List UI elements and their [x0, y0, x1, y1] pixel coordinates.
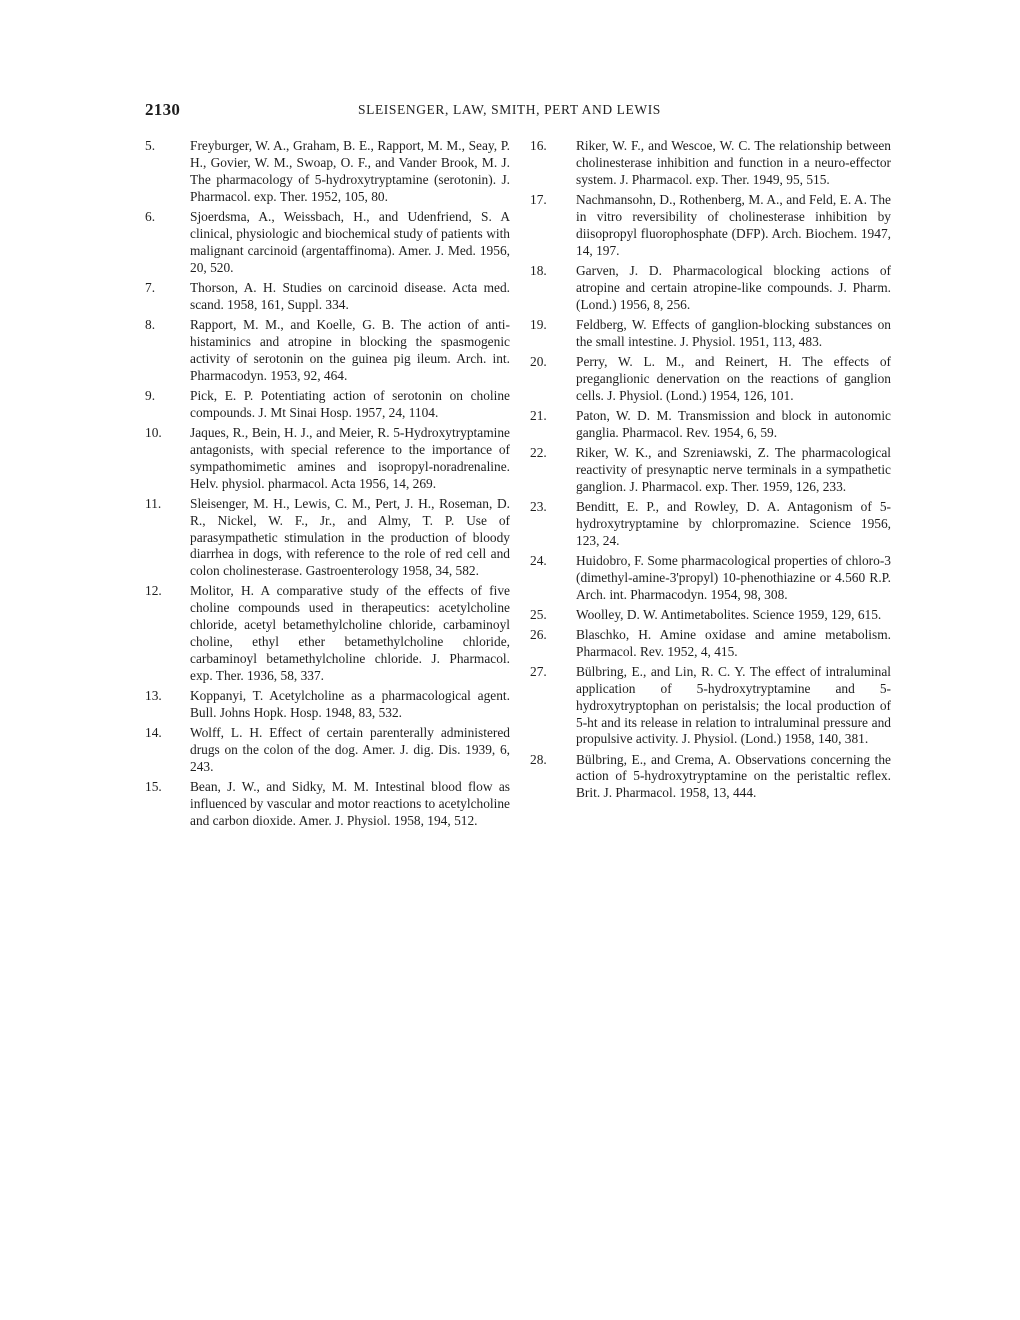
reference-text: Riker, W. K., and Szreniawski, Z. The pharmacological reactivity of presynaptic nerve terminals in a sympathetic ganglion. J. Pharmacol. exp. Ther. 1959, 126, 233.	[576, 444, 891, 494]
reference-text: Thorson, A. H. Studies on carcinoid disease. Acta med. scand. 1958, 161, Suppl. 334.	[190, 279, 510, 312]
reference-text: Wolff, L. H. Effect of certain parenterally administered drugs on the colon of the dog. Amer. J. dig. Dis. 1939, 6, 243.	[190, 725, 510, 775]
reference-text: Woolley, D. W. Antimetabolites. Science 1959, 129, 615.	[576, 606, 882, 622]
reference-item	[145, 583, 510, 685]
reference-item	[530, 553, 891, 604]
reference-item	[145, 317, 510, 385]
reference-text: Bülbring, E., and Lin, R. C. Y. The effect of intraluminal application of 5-hydroxytryptamine and 5-hydroxytryptophan on peristalsis; the local production of 5-ht and its release in relation to intraluminal pressure and propulsive activity. J. Physiol. (Lond.) 1958, 140, 381.	[576, 663, 891, 747]
reference-text: Perry, W. L. M., and Reinert, H. The effects of preganglionic denervation on the reactions of ganglion cells. J. Physiol. (Lond.) 1954, 126, 101.	[576, 353, 891, 403]
reference-text: Pick, E. P. Potentiating action of serotonin on choline compounds. J. Mt Sinai Hosp. 1957, 24, 1104.	[190, 387, 510, 420]
references-right-column	[530, 138, 891, 805]
reference-number: 15.	[145, 779, 162, 795]
reference-number: 9.	[145, 387, 156, 403]
reference-text: Koppanyi, T. Acetylcholine as a pharmacological agent. Bull. Johns Hopk. Hosp. 1948, 83, 532.	[190, 688, 510, 721]
reference-item	[145, 779, 510, 830]
reference-text: Sleisenger, M. H., Lewis, C. M., Pert, J. H., Roseman, D. R., Nickel, W. F., Jr., and Almy, T. P. Use of parasympathetic stimulation in the production of bloody diarrhea in dogs, with reference to the role of red cell and colon cholinesterase. Gastroenterology 1958, 34, 582.	[190, 495, 510, 579]
reference-item	[530, 664, 891, 749]
reference-number: 20.	[530, 353, 547, 369]
reference-text: Riker, W. F., and Wescoe, W. C. The relationship between cholinesterase inhibition and function in a neuro-effector system. J. Pharmacol. exp. Ther. 1949, 95, 515.	[576, 138, 891, 187]
reference-item	[145, 280, 510, 314]
reference-item	[145, 209, 510, 277]
reference-item	[530, 317, 891, 351]
reference-text: Paton, W. D. M. Transmission and block in autonomic ganglia. Pharmacol. Rev. 1954, 6, 59.	[576, 407, 891, 440]
reference-text: Rapport, M. M., and Koelle, G. B. The action of antihistaminics and atropine in blocking the spasmogenic activity of serotonin on the guinea pig ileum. Arch. int. Pharmacodyn. 1953, 92, 464.	[190, 316, 510, 383]
reference-number: 11.	[145, 495, 162, 511]
reference-number: 21.	[530, 407, 547, 423]
reference-text: Bülbring, E., and Crema, A. Observations concerning the action of 5-hydroxytryptamine on the peristaltic reflex. Brit. J. Pharmacol. 1958, 13, 444.	[576, 751, 891, 801]
reference-number: 23.	[530, 498, 547, 514]
reference-item	[530, 408, 891, 442]
reference-number: 17.	[530, 191, 547, 207]
page-header	[145, 100, 880, 124]
reference-number: 27.	[530, 663, 547, 679]
reference-number: 28.	[530, 751, 547, 767]
reference-text: Nachmansohn, D., Rothenberg, M. A., and Feld, E. A. The in vitro reversibility of cholinesterase inhibition by diisopropyl fluorophosphate (DFP). Arch. Biochem. 1947, 14, 197.	[576, 191, 891, 258]
reference-text: Jaques, R., Bein, H. J., and Meier, R. 5-Hydroxytryptamine antagonists, with special reference to the importance of sympathomimetic amines and isopropyl-noradrenaline. Helv. physiol. pharmacol. Acta 1956, 14, 269.	[190, 424, 510, 491]
reference-item	[145, 388, 510, 422]
reference-item	[530, 445, 891, 496]
reference-number: 13.	[145, 688, 162, 704]
running-title: SLEISENGER, LAW, SMITH, PERT AND LEWIS	[358, 102, 661, 117]
reference-number: 7.	[145, 279, 156, 295]
reference-text: Bean, J. W., and Sidky, M. M. Intestinal blood flow as influenced by vascular and motor reactions to acetylcholine and carbon dioxide. Amer. J. Physiol. 1958, 194, 512.	[190, 779, 510, 829]
reference-item	[145, 688, 510, 722]
reference-item	[145, 425, 510, 493]
reference-item	[145, 496, 510, 581]
reference-number: 14.	[145, 725, 162, 741]
reference-text: Benditt, E. P., and Rowley, D. A. Antagonism of 5-hydroxytryptamine by chlorpromazine. Science 1956, 123, 24.	[576, 498, 891, 548]
references-left-column	[145, 138, 510, 833]
reference-item	[145, 725, 510, 776]
reference-item	[530, 263, 891, 314]
reference-item	[530, 607, 891, 624]
reference-item	[530, 627, 891, 661]
reference-number: 12.	[145, 583, 162, 599]
reference-text: Feldberg, W. Effects of ganglion-blocking substances on the small intestine. J. Physiol. 1951, 113, 483.	[576, 316, 891, 349]
reference-text: Sjoerdsma, A., Weissbach, H., and Udenfriend, S. A clinical, physiologic and biochemical study of patients with malignant carcinoid (argentaffinoma). Amer. J. Med. 1956, 20, 520.	[190, 208, 510, 275]
reference-text: Huidobro, F. Some pharmacological properties of chloro-3 (dimethyl-amine-3'propyl) 10-phenothiazine or 4.560 R.P. Arch. int. Pharmacodyn. 1954, 98, 308.	[576, 552, 891, 602]
reference-number: 26.	[530, 626, 547, 642]
reference-number: 22.	[530, 444, 547, 460]
reference-text: Freyburger, W. A., Graham, B. E., Rapport, M. M., Seay, P. H., Govier, W. M., Swoap, O. F., and Vander Brook, M. J. The pharmacology of 5-hydroxytryptamine (serotonin). J. Pharmacol. exp. Ther. 1952, 105, 80.	[190, 138, 510, 204]
reference-number: 19.	[530, 316, 547, 332]
reference-number: 24.	[530, 552, 547, 568]
reference-number: 8.	[145, 316, 156, 332]
reference-text: Molitor, H. A comparative study of the effects of five choline compounds used in therapeutics: acetylcholine chloride, acetyl betamethylcholine chloride, carbaminoyl choline, ethyl ether betamethylcholine chloride, carbaminoyl betamethylcholine chloride. J. Pharmacol. exp. Ther. 1936, 58, 337.	[190, 583, 510, 684]
reference-item	[530, 499, 891, 550]
reference-number: 6.	[145, 208, 156, 224]
reference-number: 16.	[530, 138, 547, 153]
reference-number: 18.	[530, 262, 547, 278]
reference-item	[530, 192, 891, 260]
page-number: 2130	[145, 100, 181, 119]
reference-number: 25.	[530, 606, 547, 622]
reference-item	[145, 138, 510, 206]
reference-number: 5.	[145, 138, 156, 153]
reference-item	[530, 138, 891, 189]
reference-text: Blaschko, H. Amine oxidase and amine metabolism. Pharmacol. Rev. 1952, 4, 415.	[576, 626, 891, 659]
reference-text: Garven, J. D. Pharmacological blocking actions of atropine and certain atropine-like compounds. J. Pharm. (Lond.) 1956, 8, 256.	[576, 262, 891, 312]
reference-item	[530, 752, 891, 803]
reference-item	[530, 354, 891, 405]
reference-number: 10.	[145, 424, 162, 440]
